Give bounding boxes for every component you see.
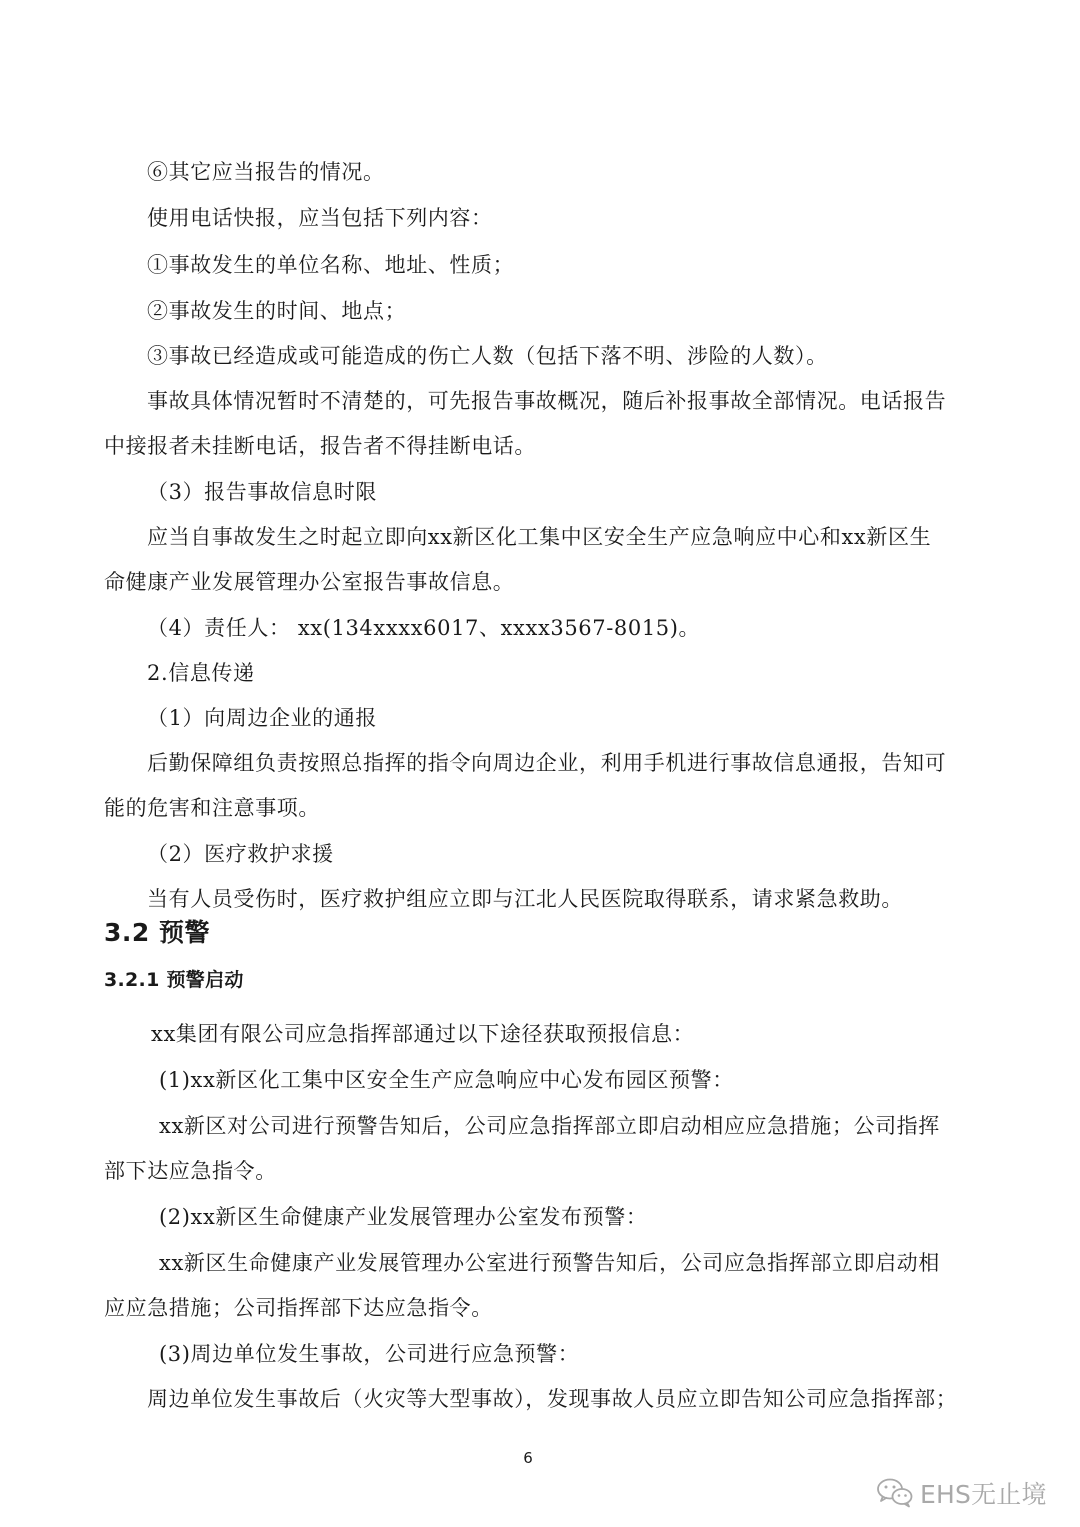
para-unclear-situation-cont: 中接报者未挂断电话，报告者不得挂断电话。 <box>104 434 536 458</box>
subheading-report-time-limit: （3）报告事故信息时限 <box>147 480 377 504</box>
subheading-notify-neighbors: （1）向周边企业的通报 <box>147 706 377 730</box>
para-park-warning-action-cont: 部下达应急指令。 <box>104 1159 277 1183</box>
list-item-office-warning: (2)xx新区生命健康产业发展管理办公室发布预警： <box>159 1205 648 1229</box>
para-medical-aid: 当有人员受伤时，医疗救护组应立即与江北人民医院取得联系，请求紧急救助。 <box>147 887 903 911</box>
para-report-immediately: 应当自事故发生之时起立即向xx新区化工集中区安全生产应急响应中心和xx新区生 <box>147 525 932 549</box>
section-subheading-warning-start: 3.2.1 预警启动 <box>104 969 244 991</box>
list-item-park-warning: (1)xx新区化工集中区安全生产应急响应中心发布园区预警： <box>159 1068 734 1092</box>
para-forecast-channels: xx集团有限公司应急指挥部通过以下途径获取预报信息： <box>151 1022 695 1046</box>
list-item-time-place: ②事故发生的时间、地点； <box>147 299 407 323</box>
subheading-info-transfer: 2.信息传递 <box>147 661 255 685</box>
para-park-warning-action: xx新区对公司进行预警告知后，公司应急指挥部立即启动相应应急措施；公司指挥 <box>159 1114 940 1138</box>
list-item-casualties: ③事故已经造成或可能造成的伤亡人数（包括下落不明、涉险的人数）。 <box>147 344 828 368</box>
wechat-icon <box>876 1477 914 1509</box>
para-logistics-notify: 后勤保障组负责按照总指挥的指令向周边企业，利用手机进行事故信息通报，告知可 <box>147 751 947 775</box>
para-responsible-person: （4）责任人： xx(134xxxx6017、xxxx3567-8015)。 <box>147 616 701 640</box>
para-logistics-notify-cont: 能的危害和注意事项。 <box>104 796 320 820</box>
subheading-medical-aid: （2）医疗救护求援 <box>147 842 334 866</box>
list-item-neighbor-accident: (3)周边单位发生事故，公司进行应急预警： <box>159 1342 580 1366</box>
para-neighbor-accident-action: 周边单位发生事故后（火灾等大型事故），发现事故人员应立即告知公司应急指挥部； <box>147 1387 958 1411</box>
para-phone-report-intro: 使用电话快报，应当包括下列内容： <box>147 206 493 230</box>
para-office-warning-action: xx新区生命健康产业发展管理办公室进行预警告知后，公司应急指挥部立即启动相 <box>159 1251 940 1275</box>
section-heading-warning: 3.2 预警 <box>104 918 210 947</box>
watermark <box>876 1476 1047 1510</box>
para-report-immediately-cont: 命健康产业发展管理办公室报告事故信息。 <box>104 570 515 594</box>
page-number: 6 <box>523 1449 533 1467</box>
watermark-text: EHS无止境 <box>920 1480 1047 1509</box>
para-office-warning-action-cont: 应应急措施；公司指挥部下达应急指令。 <box>104 1296 493 1320</box>
list-item-unit-name: ①事故发生的单位名称、地址、性质； <box>147 253 515 277</box>
para-other-situations: ⑥其它应当报告的情况。 <box>147 160 385 184</box>
para-unclear-situation: 事故具体情况暂时不清楚的，可先报告事故概况，随后补报事故全部情况。电话报告 <box>147 389 947 413</box>
